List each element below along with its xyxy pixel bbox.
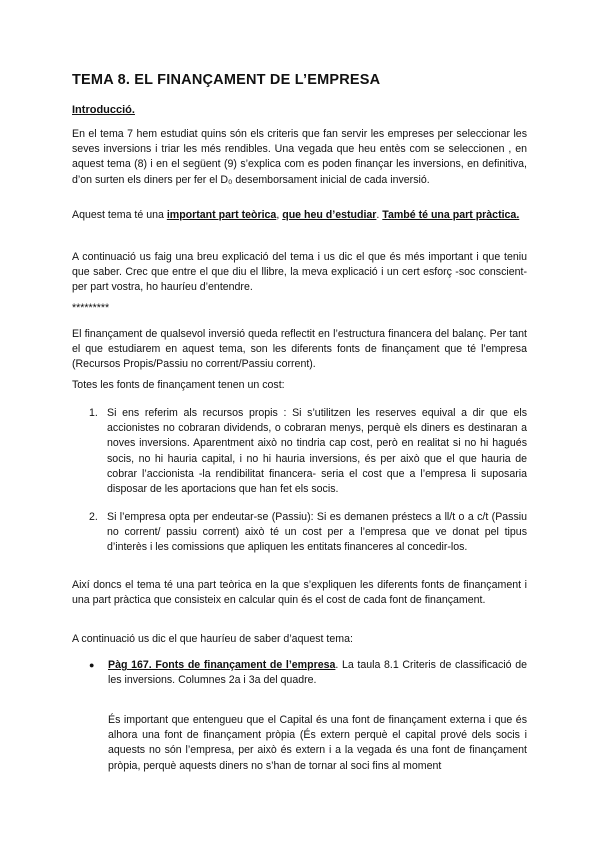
bullet-item [108, 658, 527, 688]
bullet-icon: ● [89, 660, 95, 670]
list-number: 1. [89, 407, 98, 419]
text-run: Aquest tema té una [72, 209, 167, 221]
paragraph-intro: En el tema 7 hem estudiat quins són els criteris que fan servir les empreses per seleccionar les seves inversions i triar les més rendibles. Una vegada que heu entès com se seleccionen , en aquest tema (8) i en el següent (9) s’explica com es poden finançar les inversions, en definitiva, d’on surten els diners per fer el D₀ desemborsament inicial de cada inversió. [72, 128, 527, 186]
paragraph-emphasis [72, 208, 527, 223]
separator-stars: ********* [72, 302, 110, 314]
text-run: . [376, 209, 383, 221]
list-item [89, 406, 527, 497]
emphasis-theory: important part teòrica [166, 209, 277, 221]
list-item [89, 510, 527, 556]
paragraph-capital: És important que entengueu que el Capital és una font de finançament externa i que és alhora una font de finançament pròpia (És extern perquè el capital prové dels socis i aquests no són l’empresa, per això és extern i a la vegada és una font de finançament pròpia, perquè aquests diners no s’han de tornar al soci fins al moment [108, 714, 527, 772]
paragraph-financing: El finançament de qualsevol inversió queda reflectit en l’estructura financera del balanç. Per tant el que estudiarem en aquest tema, son les diferents fonts de finançament que té l’empresa (Recursos Propis/Passiu no corrent/Passiu corrent). [72, 328, 527, 371]
paragraph-explanation: A continuació us faig una breu explicació del tema i us dic el que és més important i que teniu que saber. Crec que entre el que diu el llibre, la meva explicació i un cert esforç -soc conscient- per part vostra, ho hauríeu d’entendre. [72, 251, 527, 294]
list-text: Si l’empresa opta per endeutar-se (Passiu): Si es demanen préstecs a ll/t o a c/t (Passiu no corrent/ passiu corrent) això té un cost per a l’empresa que ve donat pel tipus d’interès i les comissions que apliquen les entitats financeres al concedir-los. [107, 511, 527, 554]
bullet-rest: . La taula 8.1 Criteris de classificació de les inversions. Columnes 2a i 3a del quadre. [108, 659, 527, 687]
bullet-bold-reference: Pàg 167. Fonts de finançament de l’empresa [108, 659, 336, 671]
paragraph-summary: Així doncs el tema té una part teòrica en la que s’expliquen les diferents fonts de finançament i una part pràctica que consisteix en calcular quin és el cost de cada font de finançament. [72, 579, 527, 607]
text-run: , [276, 209, 283, 221]
list-text: Si ens referim als recursos propis : Si s’utilitzen les reserves equival a dir que els accionistes no cobraran dividends, o cobraran menys, perquè els diners es destinaran a noves inversions. Aparentment això no tindria cap cost, però en realitat si no hi hagués socis, no hi hauria capital, i no hi hauria inversions, és per això que el que hauria de cobrar l’accionista -la rendibilitat financera- seria el cost que a l’empresa li suposaria disposar de les aportacions que han fet els socis. [107, 407, 527, 496]
paragraph-cost: Totes les fonts de finançament tenen un cost: [72, 379, 285, 391]
paragraph-what-to-know: A continuació us dic el que hauríeu de saber d’aquest tema: [72, 633, 353, 645]
emphasis-study: que heu d’estudiar [282, 209, 377, 221]
list-number: 2. [89, 511, 98, 523]
page-title: TEMA 8. EL FINANÇAMENT DE L’EMPRESA [72, 72, 381, 88]
emphasis-practice: També té una part pràctica. [382, 209, 520, 221]
intro-heading: Introducció. [72, 104, 135, 116]
